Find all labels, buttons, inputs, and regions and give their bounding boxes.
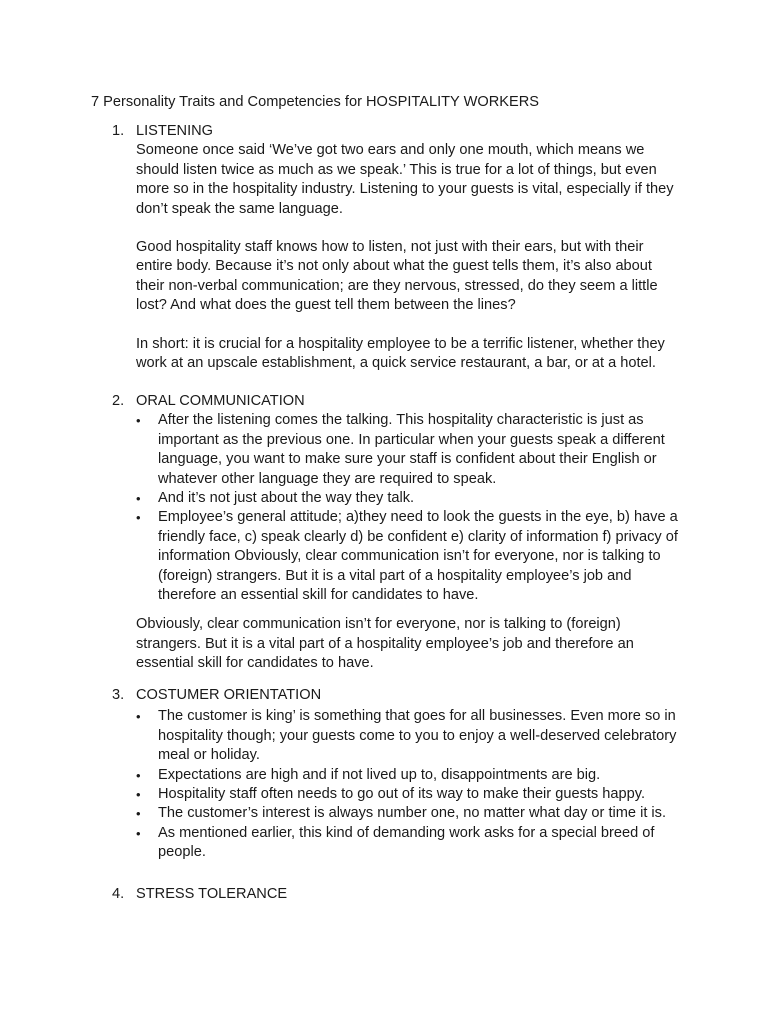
section-listening	[112, 122, 682, 373]
document-title: 7 Personality Traits and Competencies for HOSPITALITY WORKERS	[91, 94, 539, 110]
list-item-text: The customer is king’ is something that goes for all businesses. Even more so in hospitality though; your guests come to you to enjoy a well-deserved celebratory meal or holiday.	[158, 708, 677, 764]
paragraph: In short: it is crucial for a hospitality employee to be a terrific listener, whether they work at an upscale establishment, a quick service restaurant, a bar, or at a hotel.	[136, 335, 665, 372]
section-number: 3.	[112, 687, 125, 703]
paragraph: Good hospitality staff knows how to listen, not just with their ears, but with their entire body. Because it’s not only about what the guest tells them, it’s also about their non-verbal communication; are they nervous, stressed, do they seem a little lost? And what does the guest tell them between the lines?	[136, 239, 658, 314]
section-costumer-orientation	[112, 686, 682, 863]
list-item-text: And it’s not just about the way they talk.	[158, 490, 415, 507]
section-number: 1.	[112, 123, 125, 139]
bullet-icon: •	[136, 787, 141, 803]
section-heading	[112, 122, 682, 141]
spacer	[112, 219, 682, 238]
section-title: STRESS TOLERANCE	[136, 886, 288, 902]
list-item	[136, 489, 682, 508]
list-item	[136, 766, 682, 785]
list-item	[136, 785, 682, 804]
section-title: LISTENING	[136, 123, 214, 139]
list-item-text: After the listening comes the talking. This hospitality characteristic is just as important as the previous one. In particular when your guests speak a different language, you want to make sure your staff is confident about their English or whatever other language they are required to speak.	[158, 412, 665, 487]
list-item	[136, 824, 682, 863]
bullet-icon: •	[136, 825, 141, 841]
paragraph: Someone once said ‘We’ve got two ears and only one mouth, which means we should listen twice as much as we speak.’ This is true for a lot of things, but even more so in the hospitality industry. Listening to your guests is vital, especially if they don’t speak the same language.	[136, 142, 674, 217]
section-heading	[112, 686, 682, 705]
spacer	[112, 605, 682, 615]
bullet-icon: •	[136, 806, 141, 822]
bullet-icon: •	[136, 491, 141, 507]
list-item	[136, 707, 682, 765]
section-oral-communication	[112, 392, 682, 674]
section-title: ORAL COMMUNICATION	[136, 393, 305, 409]
bullet-list	[112, 707, 682, 862]
bullet-icon: •	[136, 767, 141, 783]
list-item-text: Employee’s general attitude; a)they need to look the guests in the eye, b) have a friendly face, c) speak clearly d) be confident e) clarity of information f) privacy of information Obviously, clear communication isn’t for everyone, nor is talking to (foreign) strangers. But it is a vital part of a hospitality employee’s job and therefore an essential skill for candidates to have.	[158, 509, 678, 604]
bullet-list	[112, 411, 682, 605]
section-title: COSTUMER ORIENTATION	[136, 687, 322, 703]
list-item-text: Expectations are high and if not lived up to, disappointments are big.	[158, 766, 601, 783]
section-stress-tolerance	[112, 885, 682, 904]
list-item-text: As mentioned earlier, this kind of demanding work asks for a special breed of people.	[158, 824, 655, 861]
list-item	[136, 508, 682, 605]
section-number: 4.	[112, 886, 125, 902]
section-heading	[112, 392, 682, 411]
list-item	[136, 804, 682, 823]
bullet-icon: •	[136, 709, 141, 725]
list-item-text: The customer’s interest is always number one, no matter what day or time it is.	[158, 805, 667, 822]
section-number: 2.	[112, 393, 125, 409]
list-item	[136, 411, 682, 489]
list-item-text: Hospitality staff often needs to go out of its way to make their guests happy.	[158, 786, 646, 803]
section-heading	[112, 885, 682, 904]
paragraph: Obviously, clear communication isn’t for everyone, nor is talking to (foreign) strangers. But it is a vital part of a hospitality employee’s job and therefore an essential skill for candidates to have.	[136, 616, 634, 672]
spacer	[112, 316, 682, 335]
bullet-icon: •	[136, 510, 141, 526]
bullet-icon: •	[136, 413, 141, 429]
